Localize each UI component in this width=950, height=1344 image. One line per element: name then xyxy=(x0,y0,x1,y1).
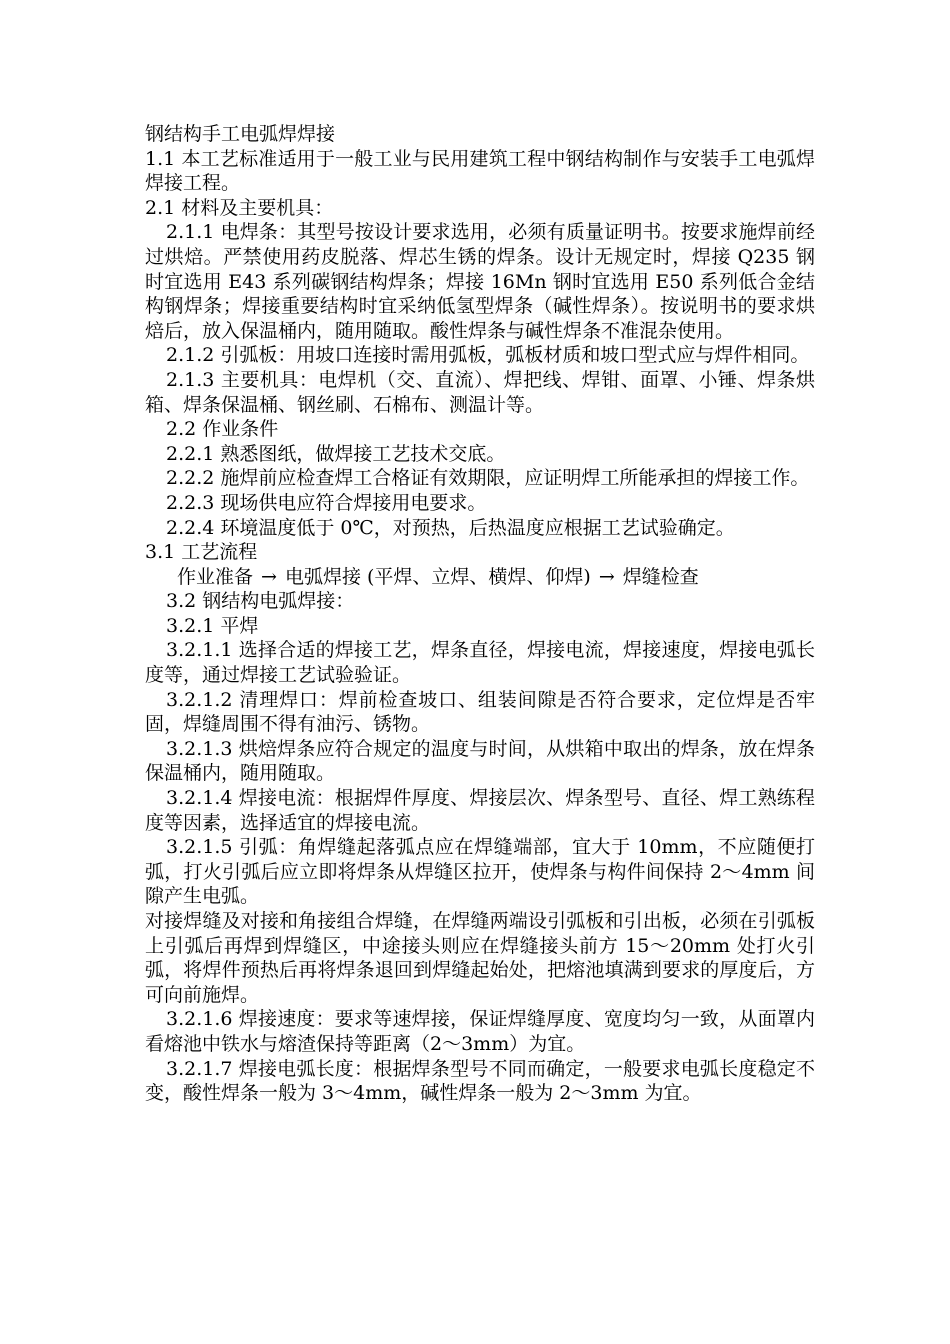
section-3-1-heading: 3.1 工艺流程 xyxy=(145,541,258,564)
section-2-2-4: 2.2.4 环境温度低于 0℃，对预热，后热温度应根据工艺试验确定。 xyxy=(166,516,735,539)
section-2-2-1: 2.2.1 熟悉图纸，做焊接工艺技术交底。 xyxy=(166,442,506,465)
section-3-2-1-5-continued: 对接焊缝及对接和角接组合焊缝，在焊缝两端设引弧板和引出板，必须在引弧板上引弧后再焊到焊缝区，中途接头则应在焊缝接头前方 15～20mm 处打火引弧，将焊件预热后再将焊条退回到焊缝起始处，把熔池填满到要求的厚度后，方可向前施焊。 xyxy=(145,910,815,1006)
flow-step-arc-welding: 电弧焊接 (平焊、立焊、横焊、仰焊) xyxy=(284,565,591,588)
document-page xyxy=(145,122,815,1106)
section-2-1-2: 2.1.2 引弧板：用坡口连接时需用弧板，弧板材质和坡口型式应与焊件相同。 xyxy=(166,344,810,367)
section-3-2-1-heading: 3.2.1 平焊 xyxy=(166,614,259,637)
section-3-2-1-1: 3.2.1.1 选择合适的焊接工艺，焊条直径，焊接电流，焊接速度，焊接电弧长度等，通过焊接工艺试验验证。 xyxy=(145,639,815,687)
section-2-2-3: 2.2.3 现场供电应符合焊接用电要求。 xyxy=(166,491,487,514)
section-2-1-heading: 2.1 材料及主要机具： xyxy=(145,196,334,219)
process-flow xyxy=(145,565,815,590)
section-2-2-2: 2.2.2 施焊前应检查焊工合格证有效期限，应证明焊工所能承担的焊接工作。 xyxy=(166,467,810,490)
section-3-2-1-5: 3.2.1.5 引弧：角焊缝起落弧点应在焊缝端部，宜大于 10mm，不应随便打弧，打火引弧后应立即将焊条从焊缝区拉开，使焊条与构件间保持 2～4mm 间隙产生电弧。 xyxy=(145,836,815,908)
section-3-2-1-3: 3.2.1.3 烘焙焊条应符合规定的温度与时间，从烘箱中取出的焊条，放在焊条保温桶内，随用随取。 xyxy=(145,737,815,785)
section-1-1: 1.1 本工艺标准适用于一般工业与民用建筑工程中钢结构制作与安装手工电弧焊焊接工程。 xyxy=(145,147,815,195)
section-3-2-heading: 3.2 钢结构电弧焊接： xyxy=(166,590,355,613)
section-3-2-1-7: 3.2.1.7 焊接电弧长度：根据焊条型号不同而确定，一般要求电弧长度稳定不变，酸性焊条一般为 3～4mm，碱性焊条一般为 2～3mm 为宜。 xyxy=(145,1057,815,1105)
flow-arrow-icon: → xyxy=(598,565,615,588)
section-3-2-1-6: 3.2.1.6 焊接速度：要求等速焊接，保证焊缝厚度、宽度均匀一致，从面罩内看熔池中铁水与熔渣保持等距离（2～3mm）为宜。 xyxy=(145,1008,815,1055)
flow-step-inspection: 焊缝检查 xyxy=(622,565,699,588)
section-3-2-1-4: 3.2.1.4 焊接电流：根据焊件厚度、焊接层次、焊条型号、直径、焊工熟练程度等因素，选择适宜的焊接电流。 xyxy=(145,787,815,834)
flow-arrow-icon: → xyxy=(261,565,277,588)
document-title: 钢结构手工电弧焊焊接 xyxy=(145,123,336,145)
section-2-1-3: 2.1.3 主要机具：电焊机（交、直流）、焊把线、焊钳、面罩、小锤、焊条烘箱、焊条保温桶、钢丝刷、石棉布、测温计等。 xyxy=(145,368,815,416)
section-3-2-1-2: 3.2.1.2 清理焊口：焊前检查坡口、组装间隙是否符合要求，定位焊是否牢固，焊缝周围不得有油污、锈物。 xyxy=(145,688,815,736)
section-2-1-1: 2.1.1 电焊条：其型号按设计要求选用，必须有质量证明书。按要求施焊前经过烘焙。严禁使用药皮脱落、焊芯生锈的焊条。设计无规定时，焊接 Q235 钢时宜选用 E43 系列碳钢结构焊条；焊接 16Mn 钢时宜选用 E50 系列低合金结构钢焊条；焊接重要结构时宜采纳低氢型焊条（碱性焊条）。按说明书的要求烘焙后，放入保温桶内，随用随取。酸性焊条与碱性焊条不准混杂使用。 xyxy=(145,221,815,342)
section-2-2-heading: 2.2 作业条件 xyxy=(166,418,279,441)
flow-step-preparation: 作业准备 xyxy=(177,565,254,588)
